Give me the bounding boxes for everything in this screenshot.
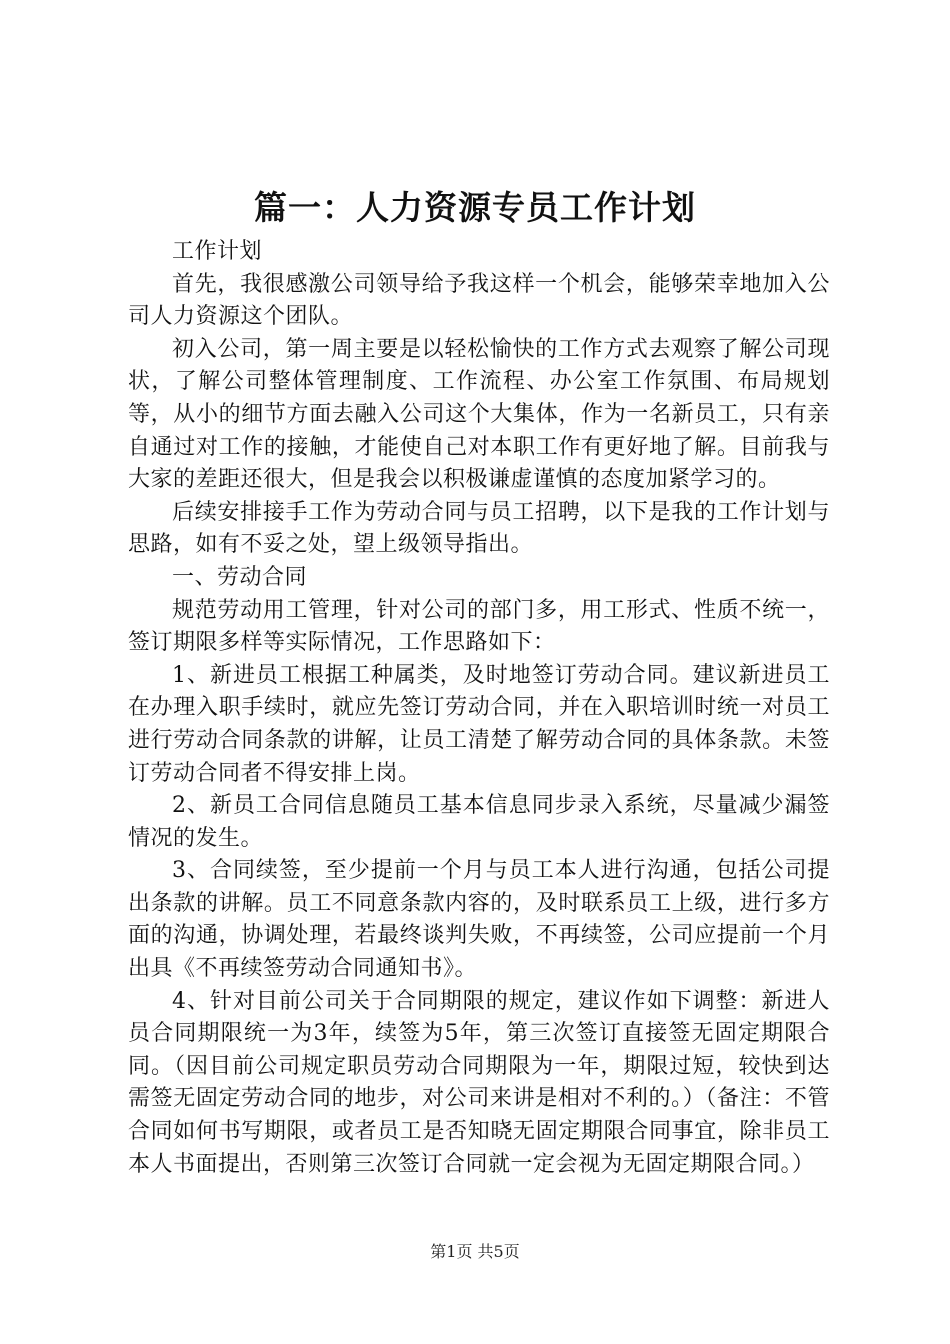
list-item-4: 4、针对目前公司关于合同期限的规定，建议作如下调整：新进人员合同期限统一为3年，续签为5年，第三次签订直接签无固定期限合同。（因目前公司规定职员劳动合同期限为一年，期限过短，较快到达需签无固定劳动合同的地步，对公司来讲是相对不利的。）（备注：不管合同如何书写期限，或者员工是否知晓无固定期限合同事宜，除非员工本人书面提出，否则第三次签订合同就一定会视为无固定期限合同。）: [128, 988, 830, 1177]
list-item-1: 1、新进员工根据工种属类，及时地签订劳动合同。建议新进员工在办理入职手续时，就应先签订劳动合同，并在入职培训时统一对员工进行劳动合同条款的讲解，让员工清楚了解劳动合同的具体条款。未签订劳动合同者不得安排上岗。: [128, 662, 830, 786]
document-body: [128, 236, 830, 1181]
paragraph-follow-up-plan: 后续安排接手工作为劳动合同与员工招聘，以下是我的工作计划与思路，如有不妥之处，望上级领导指出。: [128, 499, 830, 558]
paragraph-labor-management: 规范劳动用工管理，针对公司的部门多，用工形式、性质不统一，签订期限多样等实际情况，工作思路如下：: [128, 597, 830, 656]
paragraph-gratitude: 首先，我很感激公司领导给予我这样一个机会，能够荣幸地加入公司人力资源这个团队。: [128, 271, 830, 330]
paragraph-first-week: 初入公司，第一周主要是以轻松愉快的工作方式去观察了解公司现状，了解公司整体管理制度、工作流程、办公室工作氛围、布局规划等，从小的细节方面去融入公司这个大集体，作为一名新员工，只有亲自通过对工作的接触，才能使自己对本职工作有更好地了解。目前我与大家的差距还很大，但是我会以积极谦虚谨慎的态度加紧学习的。: [128, 336, 830, 493]
list-item-3: 3、合同续签，至少提前一个月与员工本人进行沟通，包括公司提出条款的讲解。员工不同意条款内容的，及时联系员工上级，进行多方面的沟通，协调处理，若最终谈判失败，不再续签，公司应提前一个月出具《不再续签劳动合同通知书》。: [128, 858, 830, 982]
page-number: 第1页 共5页: [430, 1242, 520, 1261]
paragraph-heading-work-plan: 工作计划: [172, 239, 263, 264]
document-title: 篇一：人力资源专员工作计划: [254, 188, 696, 227]
list-item-2: 2、新员工合同信息随员工基本信息同步录入系统，尽量减少漏签情况的发生。: [128, 793, 830, 851]
section-heading-labor-contract: 一、劳动合同: [172, 564, 308, 590]
